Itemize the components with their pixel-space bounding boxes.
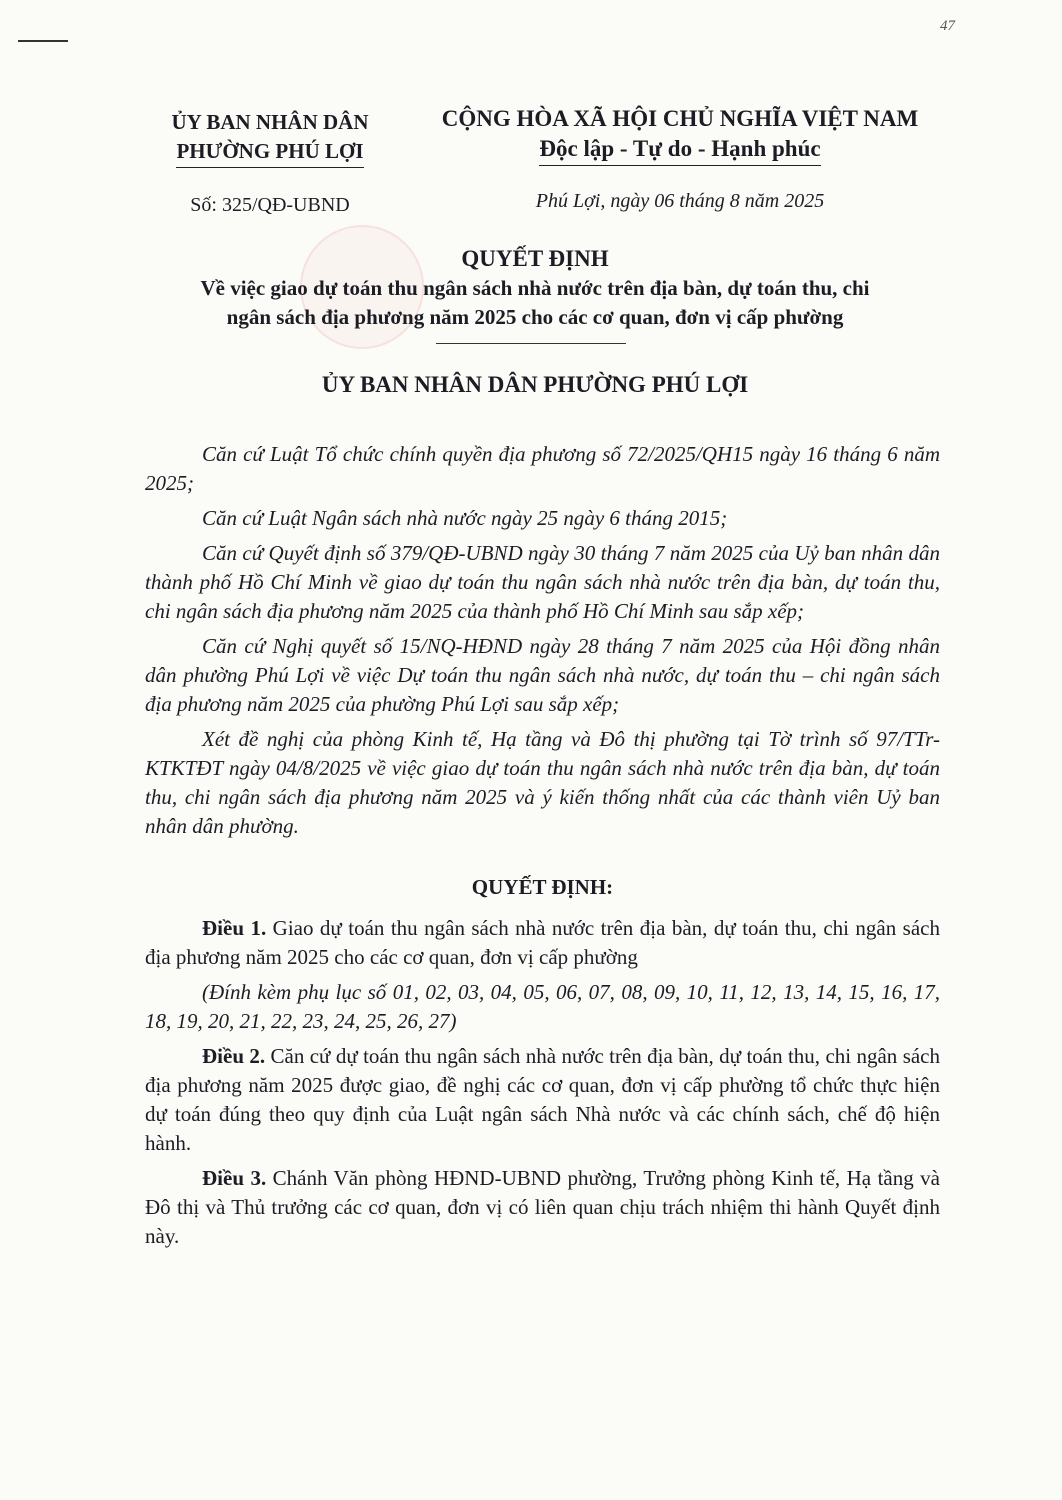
issuing-authority	[130, 108, 410, 168]
subject-divider	[436, 343, 626, 344]
org-line-1: ỦY BAN NHÂN DÂN	[171, 110, 369, 134]
annex-note: (Đính kèm phụ lục số 01, 02, 03, 04, 05, 06, 07, 08, 09, 10, 11, 12, 13, 14, 15, 16, 17, 18, 19, 20, 21, 22, 23, 24, 25, 26, 27)	[145, 980, 940, 1033]
nation-line-2: Độc lập - Tự do - Hạnh phúc	[539, 134, 820, 166]
document-subject	[130, 274, 940, 332]
legal-basis: Căn cứ Quyết định số 379/QĐ-UBND ngày 30 tháng 7 năm 2025 của Uỷ ban nhân dân thành phố Hồ Chí Minh về giao dự toán thu ngân sách nhà nước trên địa bàn, dự toán thu, chi ngân sách địa phương năm 2025 của thành phố Hồ Chí Minh sau sắp xếp;	[145, 541, 940, 623]
national-motto	[400, 104, 960, 166]
article-3	[145, 1164, 940, 1251]
article-text: Căn cứ dự toán thu ngân sách nhà nước trên địa bàn, dự toán thu, chi ngân sách địa phương năm 2025 được giao, đề nghị các cơ quan, đơn vị cấp phường tổ chức thực hiện dự toán đúng theo quy định của Luật ngân sách Nhà nước và các chính sách, chế độ hiện hành.	[145, 1044, 941, 1155]
scan-mark	[18, 40, 68, 42]
corner-mark: 47	[940, 18, 955, 34]
article-1	[145, 914, 940, 972]
subject-line-1: Về việc giao dự toán thu ngân sách nhà nước trên địa bàn, dự toán thu, chi	[200, 276, 870, 300]
subject-line-2: ngân sách địa phương năm 2025 cho các cơ quan, đơn vị cấp phường	[226, 305, 844, 329]
place-date: Phú Lợi, ngày 06 tháng 8 năm 2025	[535, 190, 825, 212]
legal-basis: Xét đề nghị của phòng Kinh tế, Hạ tầng và Đô thị phường tại Tờ trình số 97/TTr-KTKTĐT ngày 04/8/2025 về việc giao dự toán thu ngân sách nhà nước trên địa bàn, dự toán thu, chi ngân sách địa phương năm 2025 và ý kiến thống nhất của các thành viên Uỷ ban nhân dân phường.	[145, 727, 940, 838]
org-line-2: PHƯỜNG PHÚ LỢI	[176, 137, 363, 168]
document-number: Số: 325/QĐ-UBND	[190, 194, 350, 216]
article-label: Điều 1.	[202, 916, 267, 940]
decision-heading: QUYẾT ĐỊNH:	[471, 875, 614, 899]
legal-basis: Căn cứ Luật Ngân sách nhà nước ngày 25 ngày 6 tháng 2015;	[202, 506, 728, 530]
article-label: Điều 3.	[202, 1166, 267, 1190]
article-label: Điều 2.	[202, 1044, 266, 1068]
article-2	[145, 1042, 940, 1158]
legal-basis: Căn cứ Nghị quyết số 15/NQ-HĐND ngày 28 tháng 7 năm 2025 của Hội đồng nhân dân phường Phú Lợi về việc Dự toán thu ngân sách nhà nước, dự toán thu – chi ngân sách địa phương năm 2025 của phường Phú Lợi sau sắp xếp;	[145, 634, 940, 716]
article-text: Chánh Văn phòng HĐND-UBND phường, Trưởng phòng Kinh tế, Hạ tầng và Đô thị và Thủ trưởng các cơ quan, đơn vị có liên quan chịu trách nhiệm thi hành Quyết định này.	[145, 1166, 940, 1248]
document-title: QUYẾT ĐỊNH	[461, 246, 609, 271]
document-body	[145, 440, 940, 1257]
nation-line-1: CỘNG HÒA XÃ HỘI CHỦ NGHĨA VIỆT NAM	[441, 106, 919, 131]
article-text: Giao dự toán thu ngân sách nhà nước trên địa bàn, dự toán thu, chi ngân sách địa phương năm 2025 cho các cơ quan, đơn vị cấp phường	[145, 916, 941, 969]
authority-heading: ỦY BAN NHÂN DÂN PHƯỜNG PHÚ LỢI	[321, 372, 749, 397]
legal-basis: Căn cứ Luật Tổ chức chính quyền địa phương số 72/2025/QH15 ngày 16 tháng 6 năm 2025;	[145, 442, 940, 495]
